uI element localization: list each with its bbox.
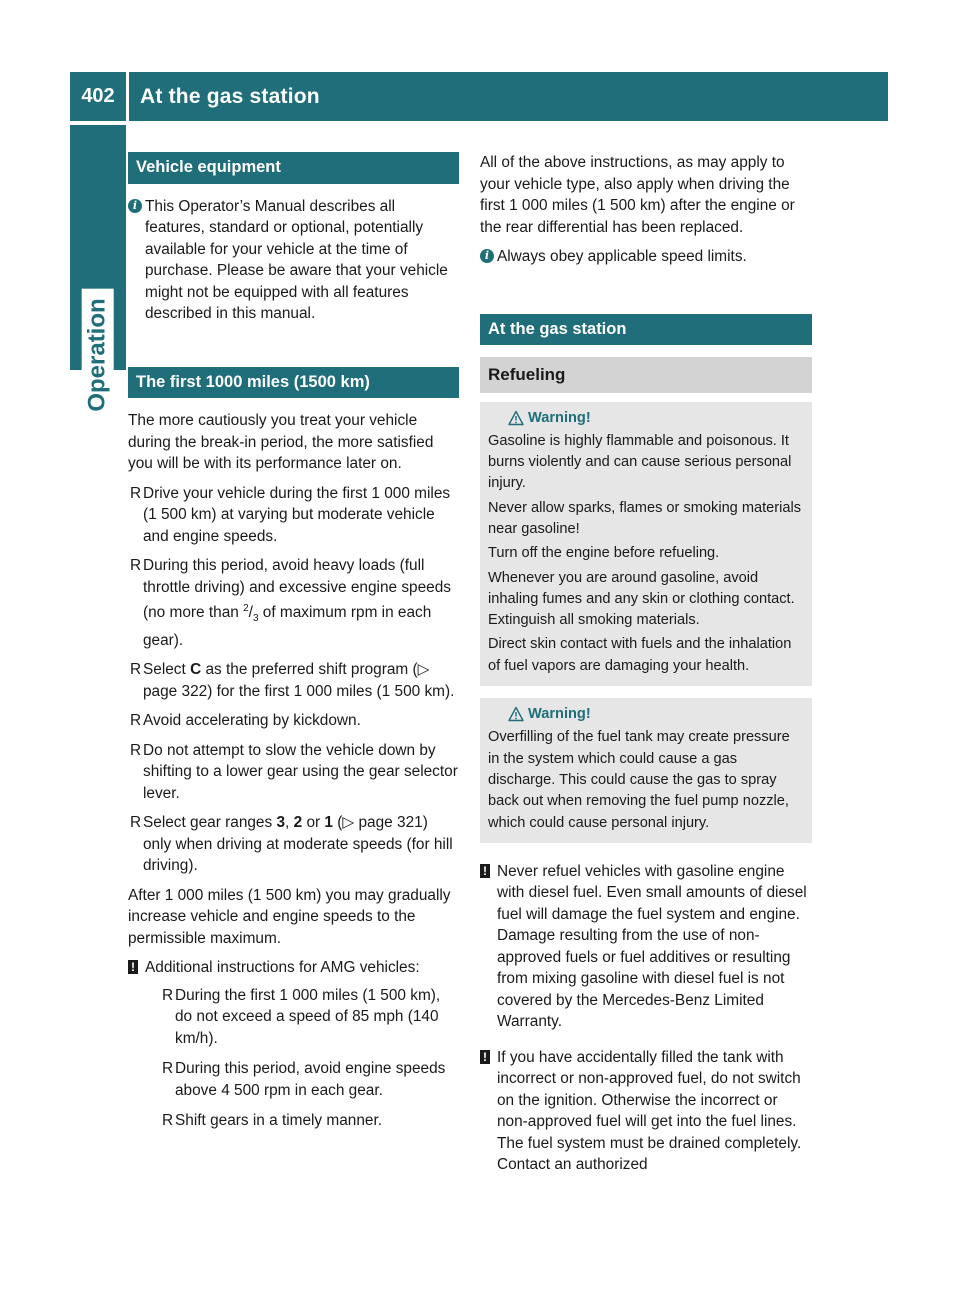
warning-text: Whenever you are around gasoline, avoid inhaling fumes and any skin or clothing contact. Extinguish all smoking materials. <box>488 569 795 629</box>
info-note-text: Always obey applicable speed limits. <box>497 248 747 265</box>
list-item: R During this period, avoid heavy loads (full throttle driving) and excessive engine speeds (no more than $^2/_3$ of maximum rpm in each gear). <box>128 555 459 651</box>
warning-triangle-icon <box>508 410 524 426</box>
list-item: R Shift gears in a timely manner. <box>160 1110 459 1132</box>
list-item: R Select C as the preferred shift program (▷ page 322) for the first 1 000 miles (1 500 km). <box>128 659 459 702</box>
side-tab-label-wrap <box>70 125 126 585</box>
caution-note-wrong-fuel <box>480 1047 812 1176</box>
info-icon: i <box>128 199 142 213</box>
caution-text: Never refuel vehicles with gasoline engine with diesel fuel. Even small amounts of diesel fuel will damage the fuel system and engine. Damage resulting from the use of non-approved fuels or fuel additives or resulting from mixing gasoline with diesel fuel is not covered by the Mercedes-Benz Limited Warranty. <box>497 862 807 1031</box>
info-note-text: This Operator’s Manual describes all features, standard or optional, potentially available for your vehicle at the time of purchase. Please be aware that your vehicle might not be equipped with all features described in this manual. <box>145 197 448 322</box>
after-break-in-text: After 1 000 miles (1 500 km) you may gradually increase vehicle and engine speeds to the permissible maximum. <box>128 886 451 947</box>
list-item: R Avoid accelerating by kickdown. <box>128 710 459 732</box>
exclamation-icon: ! <box>128 960 138 974</box>
list-item: R Drive your vehicle during the first 1 000 miles (1 500 km) at varying but moderate vehicle and engine speeds. <box>128 483 459 548</box>
first-miles-intro: The more cautiously you treat your vehicle during the break-in period, the more satisfied you will be with its performance later on. <box>128 412 434 472</box>
list-item: R Do not attempt to slow the vehicle down by shifting to a lower gear using the gear selector lever. <box>128 740 459 805</box>
page-number: 402 <box>81 85 115 107</box>
left-column <box>128 152 459 1141</box>
section-heading-gas-station: At the gas station <box>480 314 812 346</box>
amg-note-text: Additional instructions for AMG vehicles: <box>145 959 420 977</box>
page-ref-322[interactable]: as the preferred shift program (▷ page 322) for the first 1 000 miles (1 500 km). <box>143 661 455 700</box>
warning-text: Never allow sparks, flames or smoking materials near gasoline! <box>488 499 802 537</box>
warning-text: Turn off the engine before refueling. <box>488 545 720 562</box>
page-ref-321[interactable]: (▷ page 321) only when driving at moderate speeds (for hill driving). <box>143 814 453 875</box>
warning-title: Warning! <box>488 704 804 725</box>
warning-box-overfilling <box>480 698 812 843</box>
warning-text: Direct skin contact with fuels and the inhalation of fuel vapors are damaging your health. <box>488 636 792 674</box>
section-heading-first-miles: The first 1000 miles (1500 km) <box>128 367 459 399</box>
right-column <box>480 152 812 1184</box>
caution-note-diesel <box>480 861 812 1033</box>
warning-text: Gasoline is highly flammable and poisonous. It burns violently and can cause serious personal injury. <box>488 432 792 492</box>
info-icon: i <box>480 249 494 263</box>
list-item: R During this period, avoid engine speeds above 4 500 rpm in each gear. <box>160 1058 459 1101</box>
caution-note-amg <box>128 957 459 1132</box>
page-title: At the gas station <box>140 84 320 108</box>
subheading-refueling: Refueling <box>480 357 812 393</box>
section-heading-vehicle-equipment: Vehicle equipment <box>128 152 459 184</box>
side-tab-label: Operation <box>82 288 114 421</box>
header-divider <box>126 72 129 121</box>
info-note-speed <box>480 246 812 268</box>
warning-text: Overfilling of the fuel tank may create pressure in the system which could cause a gas discharge. This could cause the gas to spray back out when removing the fuel pump nozzle, which could cause personal injury. <box>488 729 790 831</box>
warning-triangle-icon <box>508 706 524 722</box>
list-item: R Select gear ranges 3, 2 or 1 (▷ page 321) only when driving at moderate speeds (for hill driving). <box>128 812 459 877</box>
list-item: R During the first 1 000 miles (1 500 km), do not exceed a speed of 85 mph (140 km/h). <box>160 985 459 1050</box>
warning-box-gasoline <box>480 402 812 687</box>
break-in-list <box>128 483 459 877</box>
exclamation-icon: ! <box>480 864 490 878</box>
info-note-equipment <box>128 196 459 325</box>
exclamation-icon: ! <box>480 1050 490 1064</box>
amg-list <box>145 985 459 1132</box>
caution-text: If you have accidentally filled the tank with incorrect or non-approved fuel, do not switch on the ignition. Otherwise the incorrect or non-approved fuel will get into the fuel lines. The fuel system must be drained completely. Contact an authorized <box>497 1048 802 1174</box>
warning-title: Warning! <box>488 408 804 429</box>
right-intro: All of the above instructions, as may apply to your vehicle type, also apply when driving the first 1 000 miles (1 500 km) after the engine or the rear differential has been replaced. <box>480 154 795 236</box>
